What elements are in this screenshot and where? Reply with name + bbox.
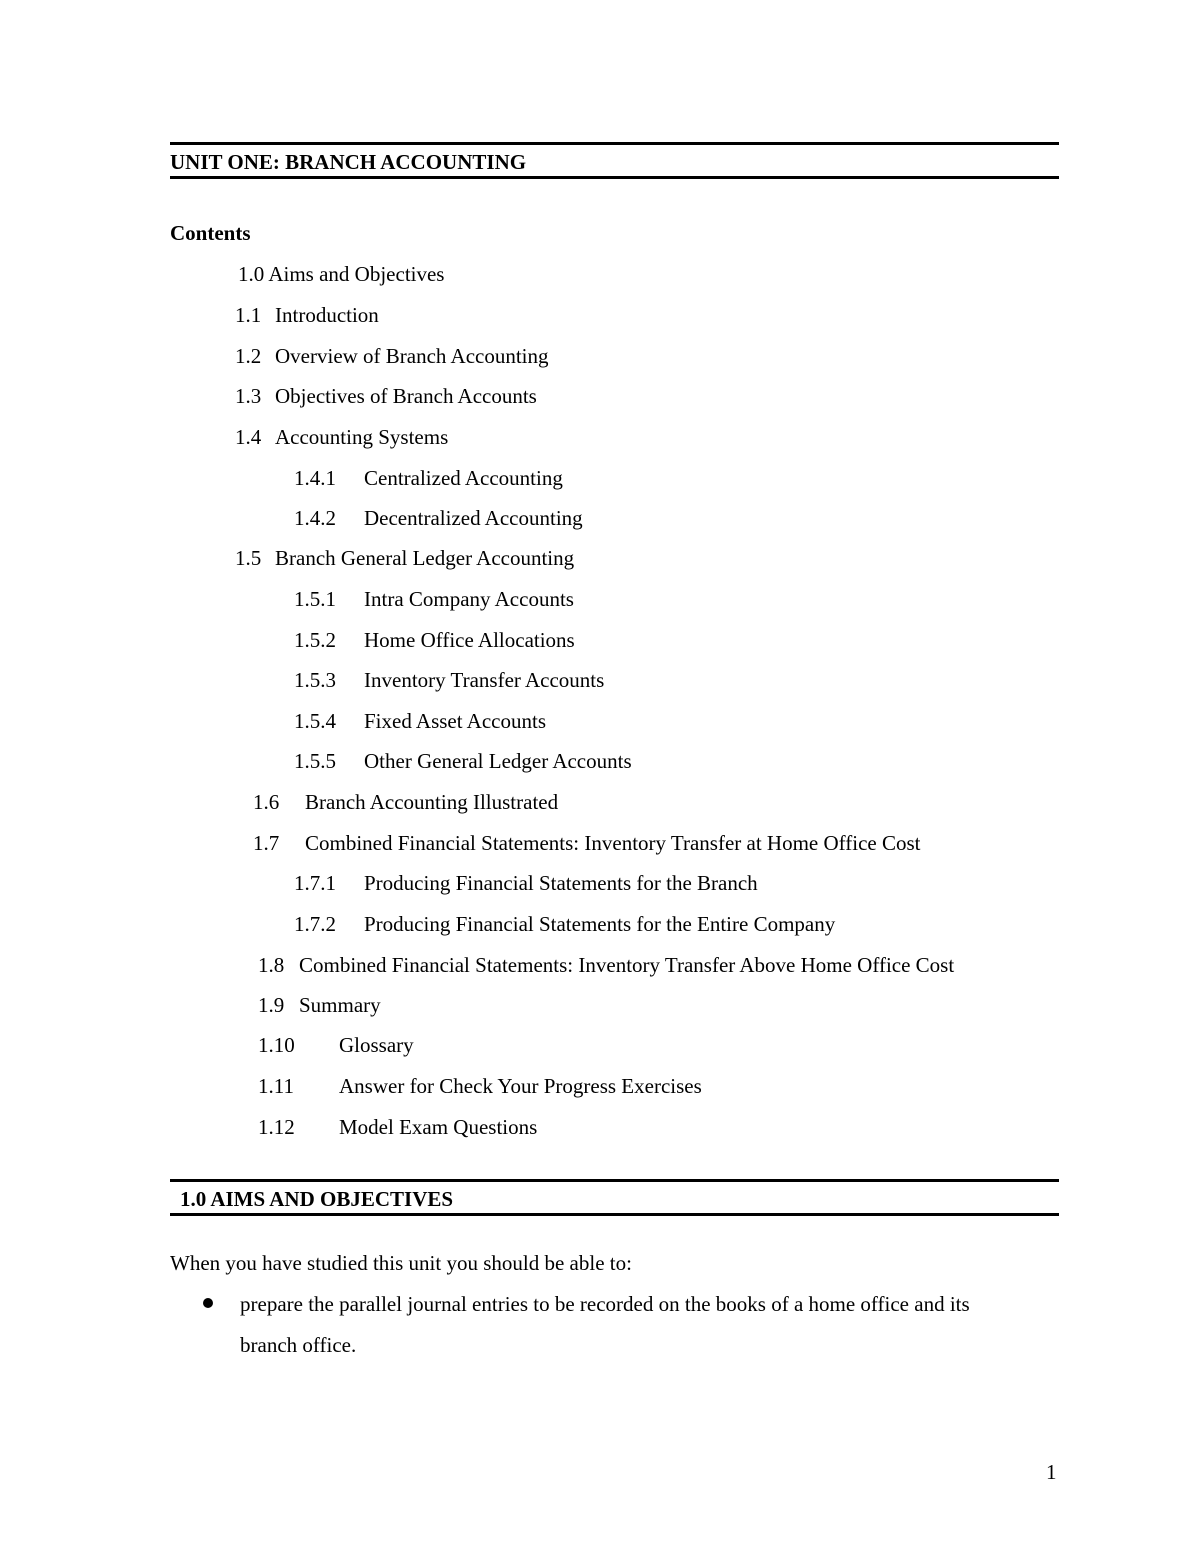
toc-entry-title: Other General Ledger Accounts: [364, 749, 632, 773]
toc-entry-title: Combined Financial Statements: Inventory Transfer at Home Office Cost: [305, 831, 921, 855]
toc-entry-number: 1.5.5: [294, 749, 336, 773]
toc-subentry: [294, 749, 632, 773]
toc-entry-title: Producing Financial Statements for the Entire Company: [364, 912, 836, 936]
toc-entry: [258, 1115, 537, 1139]
toc-entry-title: Answer for Check Your Progress Exercises: [339, 1074, 702, 1098]
toc-entry-title: Introduction: [275, 303, 379, 327]
toc-entry: [235, 384, 537, 408]
toc-entry-title: Decentralized Accounting: [364, 506, 583, 530]
toc-entry-title: Aims and Objectives: [268, 262, 445, 286]
section-bottom-rule: [170, 1213, 1059, 1216]
toc-entry-number: 1.1: [235, 303, 262, 327]
toc-entry-title: Objectives of Branch Accounts: [275, 384, 537, 408]
toc-entry-title: Glossary: [339, 1033, 414, 1057]
toc-entry-number: 1.12: [258, 1115, 295, 1139]
toc-entry-number: 1.9: [258, 993, 285, 1017]
toc-entry-title: Fixed Asset Accounts: [364, 709, 546, 733]
toc-subentry: [294, 587, 574, 611]
toc-entry-number: 1.5.3: [294, 668, 336, 692]
toc-subentry: [294, 709, 546, 733]
section-top-rule: [170, 1179, 1059, 1182]
toc-entry-title: Branch Accounting Illustrated: [305, 790, 559, 814]
section-heading: 1.0 AIMS AND OBJECTIVES: [180, 1187, 454, 1211]
toc-entry-number: 1.3: [235, 384, 262, 408]
toc-entry-number: 1.6: [253, 790, 280, 814]
toc-entry-number: 1.4.2: [294, 506, 336, 530]
toc-entry: [235, 425, 448, 449]
page-number: 1: [1046, 1460, 1057, 1484]
toc-subentry: [294, 466, 563, 490]
toc-entry: [238, 262, 444, 286]
toc-subentry: [294, 506, 583, 530]
toc-subentry: [294, 912, 835, 936]
toc-subentry: [294, 871, 758, 895]
toc-entry-title: Home Office Allocations: [364, 628, 575, 652]
toc-entry-number: 1.7: [253, 831, 280, 855]
toc-entry: [235, 344, 549, 368]
toc-entry-number: 1.5: [235, 546, 262, 570]
toc-entry-title: Overview of Branch Accounting: [275, 344, 549, 368]
toc-entry-number: 1.0: [238, 262, 265, 286]
toc-entry-title: Centralized Accounting: [364, 466, 563, 490]
toc-entry-number: 1.5.1: [294, 587, 336, 611]
toc-entry: [253, 831, 921, 855]
toc-entry: [258, 1033, 414, 1057]
toc-entry-number: 1.5.4: [294, 709, 336, 733]
toc-entry-number: 1.2: [235, 344, 262, 368]
bullet-icon: [203, 1298, 213, 1308]
toc-entry: [253, 790, 558, 814]
bullet-text-line-1: prepare the parallel journal entries to be recorded on the books of a home office and its: [240, 1292, 970, 1316]
toc-entry-title: Accounting Systems: [275, 425, 449, 449]
toc-entry-title: Branch General Ledger Accounting: [275, 546, 575, 570]
toc-entry: [258, 1074, 702, 1098]
toc-entry-number: 1.4: [235, 425, 262, 449]
toc-entry-number: 1.4.1: [294, 466, 336, 490]
toc-entry-number: 1.7.2: [294, 912, 336, 936]
toc-subentry: [294, 628, 575, 652]
toc-entry-number: 1.8: [258, 953, 285, 977]
toc-entry: [258, 993, 381, 1017]
bullet-text-line-2: branch office.: [240, 1333, 357, 1357]
unit-heading: UNIT ONE: BRANCH ACCOUNTING: [170, 150, 527, 174]
toc-entry-title: Summary: [299, 993, 381, 1017]
toc-entry: [235, 303, 379, 327]
toc-entry-number: 1.10: [258, 1033, 295, 1057]
intro-paragraph: When you have studied this unit you should be able to:: [170, 1251, 632, 1275]
toc-entry-number: 1.7.1: [294, 871, 336, 895]
toc-subentry: [294, 668, 604, 692]
toc-entry: [258, 953, 954, 977]
toc-entry-title: Intra Company Accounts: [364, 587, 574, 611]
contents-title: Contents: [170, 221, 251, 245]
toc-entry-title: Inventory Transfer Accounts: [364, 668, 605, 692]
toc-entry-title: Producing Financial Statements for the Branch: [364, 871, 758, 895]
toc-entry: [235, 546, 574, 570]
heading-bottom-rule: [170, 176, 1059, 179]
heading-top-rule: [170, 142, 1059, 145]
toc-entry-number: 1.5.2: [294, 628, 336, 652]
toc-entry-title: Combined Financial Statements: Inventory Transfer Above Home Office Cost: [299, 953, 955, 977]
toc-entry-title: Model Exam Questions: [339, 1115, 538, 1139]
toc-entry-number: 1.11: [258, 1074, 294, 1098]
